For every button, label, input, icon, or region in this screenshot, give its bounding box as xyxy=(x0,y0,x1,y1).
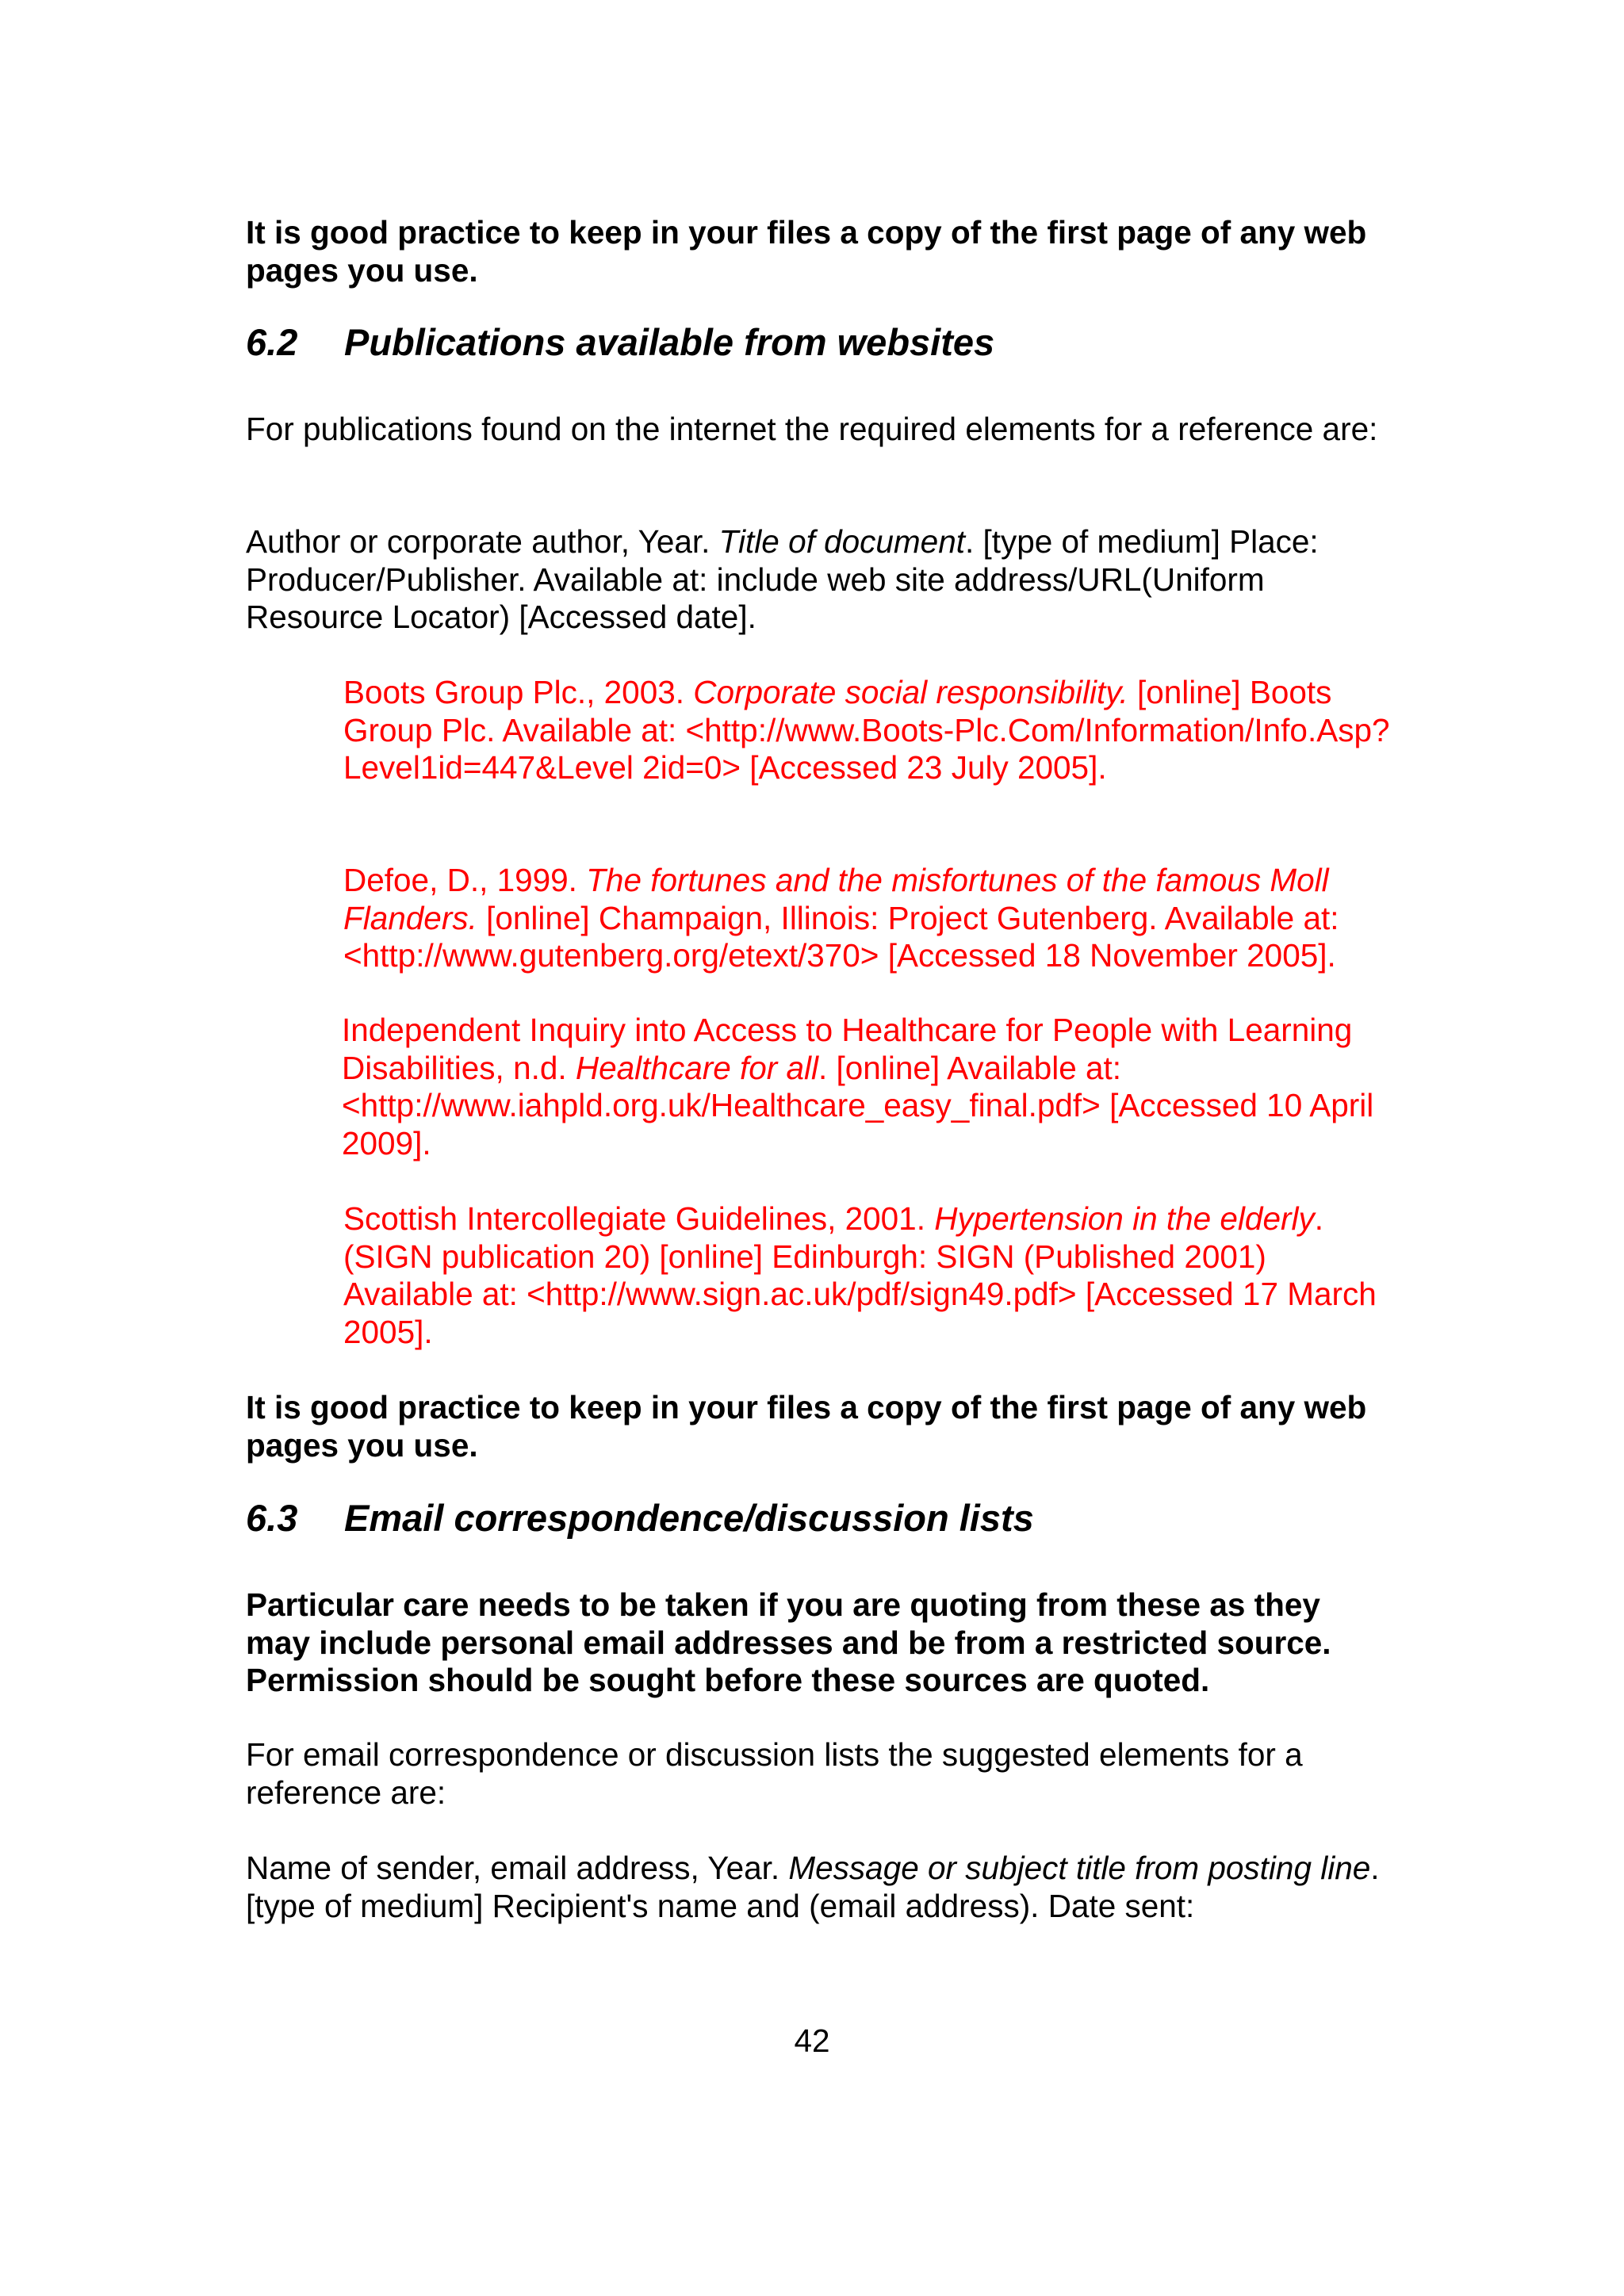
reference-example xyxy=(343,1200,1398,1351)
page-number: 42 xyxy=(794,2022,830,2059)
warning-note: Particular care needs to be taken if you are quoting from these as they may include personal email addresses and be from a restricted source. Permission should be sought before these sources are quoted. xyxy=(246,1586,1331,1698)
section-number: 6.2 xyxy=(246,321,298,363)
section-title: Publications available from websites xyxy=(344,321,995,363)
reference-example xyxy=(343,862,1398,975)
format-italic-title: Title of document xyxy=(718,523,965,560)
reference-details: . (SIGN publication 20) [online] Edinburgh: SIGN (Published 2001) Available at: <http://www.sign.ac.uk/pdf/sign49.pdf> [Accessed 17 March 2005]. xyxy=(343,1200,1377,1350)
reference-title: The fortunes and the misfortunes of the famous Moll Flanders. xyxy=(343,862,1329,936)
section-heading-6-3 xyxy=(246,1496,1380,1540)
reference-details: [online] Champaign, Illinois: Project Gutenberg. Available at: <http://www.gutenberg.org/etext/370> [Accessed 18 November 2005]. xyxy=(343,899,1339,974)
format-text: . [type of medium] Recipient's name and (email address). Date sent: xyxy=(246,1850,1380,1924)
reference-title: Corporate social responsibility. xyxy=(693,674,1128,710)
reference-title: Hypertension in the elderly xyxy=(934,1200,1315,1237)
format-italic-title: Message or subject title from posting line xyxy=(788,1850,1371,1886)
reference-example xyxy=(343,674,1398,787)
reference-details: . [online] Available at: <http://www.iahpld.org.uk/Healthcare_easy_final.pdf> [Accessed 10 April 2009]. xyxy=(342,1049,1374,1161)
reference-author: Independent Inquiry into Access to Healthcare for People with Learning Disabilities, n.d. xyxy=(342,1012,1353,1086)
reference-format xyxy=(246,1850,1380,1925)
section-heading-6-2 xyxy=(246,320,1380,365)
section-intro: For publications found on the internet the required elements for a reference are: xyxy=(246,411,1378,447)
section-intro: For email correspondence or discussion lists the suggested elements for a reference are: xyxy=(246,1736,1303,1811)
reference-format xyxy=(246,523,1380,637)
format-text: Name of sender, email address, Year. xyxy=(246,1850,789,1886)
section-number: 6.3 xyxy=(246,1497,298,1539)
format-text: Author or corporate author, Year. xyxy=(246,523,719,560)
reference-author: Scottish Intercollegiate Guidelines, 2001. xyxy=(343,1200,935,1237)
reference-details: [online] Boots Group Plc. Available at: <http://www.Boots-Plc.Com/Information/Info.Asp?Level1id=447&Level 2id=0> [Accessed 23 July 2005]. xyxy=(343,674,1390,786)
reference-author: Defoe, D., 1999. xyxy=(343,862,587,898)
practice-note: It is good practice to keep in your files a copy of the first page of any web pages you use. xyxy=(246,1389,1367,1464)
format-text: . [type of medium] Place: Producer/Publisher. Available at: include web site address/URL(Uniform Resource Locator) [Accessed date]. xyxy=(246,523,1319,635)
reference-author: Boots Group Plc., 2003. xyxy=(343,674,694,710)
section-title: Email correspondence/discussion lists xyxy=(344,1497,1034,1539)
reference-example xyxy=(342,1012,1396,1162)
reference-title: Healthcare for all xyxy=(575,1049,819,1086)
practice-note: It is good practice to keep in your files a copy of the first page of any web pages you use. xyxy=(246,214,1367,289)
